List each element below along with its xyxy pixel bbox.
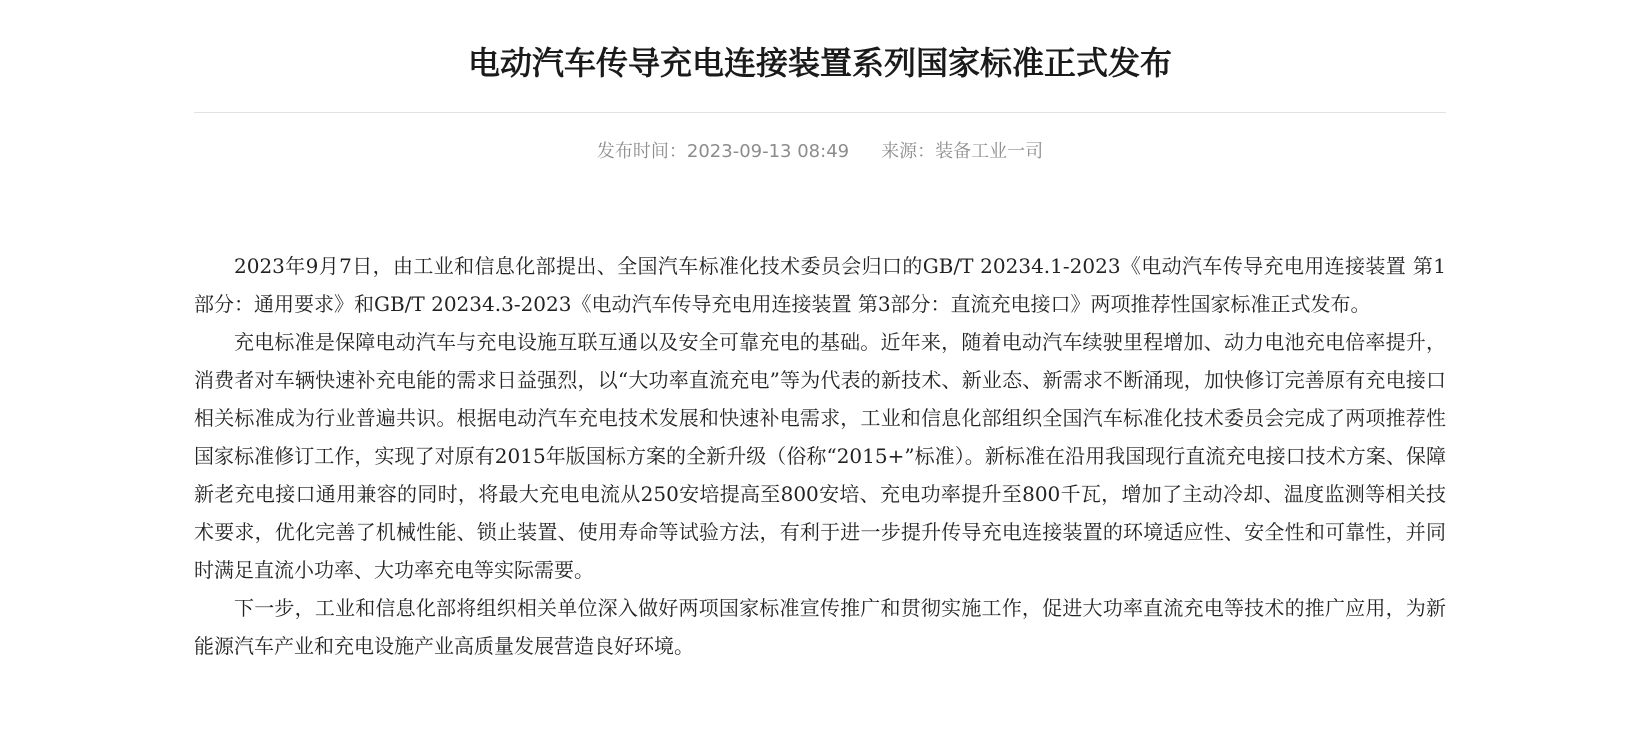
article-title: 电动汽车传导充电连接装置系列国家标准正式发布 xyxy=(467,44,1172,82)
article xyxy=(194,0,1446,665)
paragraph: 2023年9月7日，由工业和信息化部提出、全国汽车标准化技术委员会归口的GB/T 20234.1-2023《电动汽车传导充电用连接装置 第1部分：通用要求》和GB/T 20234.3-2023《电动汽车传导充电用连接装置 第3部分：直流充电接口》两项推荐性国家标准正式发布。 xyxy=(194,254,1446,316)
title-divider xyxy=(194,112,1446,113)
paragraph: 充电标准是保障电动汽车与充电设施互联互通以及安全可靠充电的基础。近年来，随着电动汽车续驶里程增加、动力电池充电倍率提升，消费者对车辆快速补充电能的需求日益强烈，以“大功率直流充电”等为代表的新技术、新业态、新需求不断涌现，加快修订完善原有充电接口相关标准成为行业普遍共识。根据电动汽车充电技术发展和快速补电需求，工业和信息化部组织全国汽车标准化技术委员会完成了两项推荐性国家标准修订工作，实现了对原有2015年版国标方案的全新升级（俗称“2015+”标准）。新标准在沿用我国现行直流充电接口技术方案、保障新老充电接口通用兼容的同时，将最大充电电流从250安培提高至800安培、充电功率提升至800千瓦，增加了主动冷却、温度监测等相关技术要求，优化完善了机械性能、锁止装置、使用寿命等试验方法，有利于进一步提升传导充电连接装置的环境适应性、安全性和可靠性，并同时满足直流小功率、大功率充电等实际需要。 xyxy=(194,330,1446,582)
paragraph: 下一步，工业和信息化部将组织相关单位深入做好两项国家标准宣传推广和贯彻实施工作，促进大功率直流充电等技术的推广应用，为新能源汽车产业和充电设施产业高质量发展营造良好环境。 xyxy=(194,596,1446,658)
source-label: 来源： xyxy=(881,141,936,162)
source-name: 装备工业一司 xyxy=(935,141,1044,162)
publish-time: 2023-09-13 08:49 xyxy=(686,141,850,162)
publish-time-label: 发布时间： xyxy=(596,141,687,162)
article-meta xyxy=(194,137,1446,167)
article-content xyxy=(194,247,1446,665)
